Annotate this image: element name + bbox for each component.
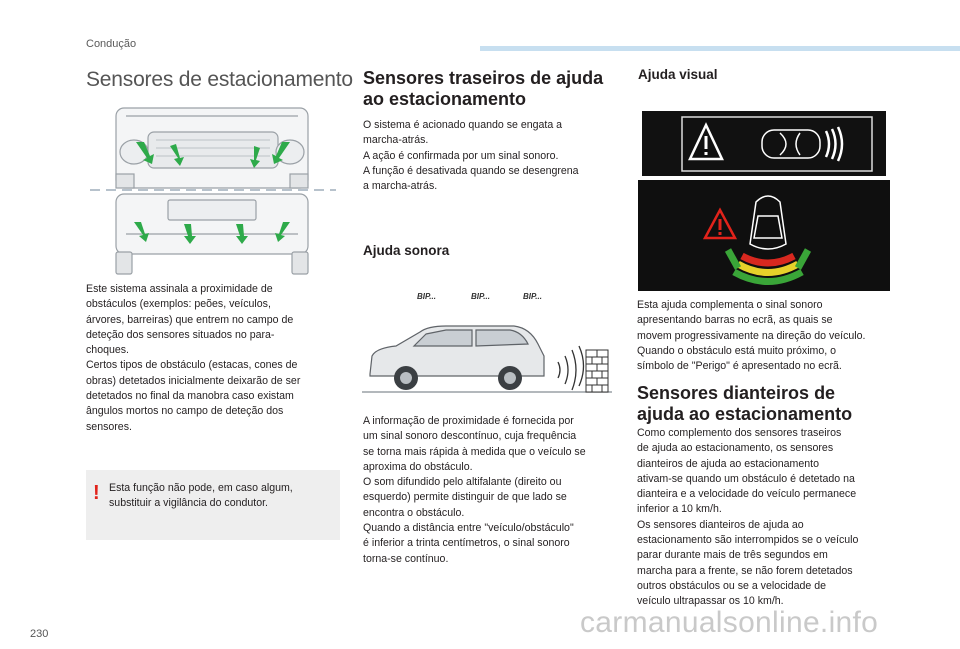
visual-aid-title: Ajuda visual: [638, 67, 718, 82]
warning-icon: !: [93, 482, 100, 504]
brick-wall: [586, 350, 608, 392]
danger-triangle-icon: [690, 125, 722, 159]
rear-sensors-intro: O sistema é acionado quando se engata a marcha-atrás. A ação é confirmada por um sinal sonoro. A função é desativada quando se desengrena a marcha-atrás.: [363, 119, 579, 193]
page-number: 230: [30, 628, 49, 640]
distance-bars-icon: [826, 127, 842, 161]
audible-aid-title: Ajuda sonora: [363, 243, 450, 258]
display-screen-bottom: [638, 180, 890, 291]
car-rear-view-icon: [750, 196, 786, 249]
bip-label: BIP...: [523, 292, 542, 301]
audible-aid-text: A informação de proximidade é fornecida por um sinal sonoro descontínuo, cuja frequência se torna mais rápida à medida que o veículo se aproxima do obstáculo. O som difundido pelo altifalante (direito ou esquerdo) permite distinguir de que lado se encontra o obstáculo. Quando a distância entre "veículo/obstáculo" é inferior a trinta centímetros, o sinal sonoro torna-se contínuo.: [363, 415, 586, 565]
car-top-view-icon: [762, 130, 820, 158]
bip-label: BIP...: [417, 292, 436, 301]
warning-box: [86, 470, 340, 540]
front-sensors-text: Como complemento dos sensores traseiros de ajuda ao estacionamento, os sensores dianteiros de ajuda ao estacionamento ativam-se quando um obstáculo é detetado na dianteira e a velocidade do veículo permanece inferior a 10 km/h. Os sensores dianteiros de ajuda ao estacionamento são interrompidos se o veículo parar durante mais de três segundos em marcha para a frente, se não forem detetados outros obstáculos ou se a velocidade de veículo ultrapassar os 10 km/h.: [637, 427, 859, 608]
car-silhouette: [370, 326, 544, 376]
sound-waves: [558, 346, 584, 390]
left-body-text: Este sistema assinala a proximidade de obstáculos (exemplos: peões, veículos, árvores, barreiras) que entrem no campo de deteção dos sensores situados no para- choques. Certos tipos de obstáculo (estacas, cones de obras) detetados inicialmente deixarão de ser detetados no final da manobra caso existam ângulos mortos no campo de deteção dos sensores.: [86, 283, 301, 433]
front-sensors-title: Sensores dianteiros de ajuda ao estacionamento: [637, 383, 853, 424]
visual-aid-text: Esta ajuda complementa o sinal sonoro apresentando barras no ecrã, as quais se movem progressivamente na direção do veículo. Quando o obstáculo está muito próximo, o símbolo de "Perigo" é apresentado no ecrã.: [637, 299, 866, 373]
reversing-car-illustration: [362, 304, 612, 400]
danger-triangle-icon: [705, 210, 735, 238]
rear-sensors-title: Sensores traseiros de ajuda ao estacionamento: [363, 68, 604, 109]
bumper-sensors-illustration: [86, 102, 340, 278]
display-screen-top: [642, 111, 886, 176]
header-bar: [480, 46, 960, 51]
bip-label: BIP...: [471, 292, 490, 301]
rear-distance-bars: [728, 250, 808, 282]
page-title: Sensores de estacionamento: [86, 68, 353, 91]
warning-text: Esta função não pode, em caso algum, substituir a vigilância do condutor.: [109, 482, 293, 510]
section-label: Condução: [86, 38, 137, 50]
watermark: carmanualsonline.info: [580, 606, 879, 639]
